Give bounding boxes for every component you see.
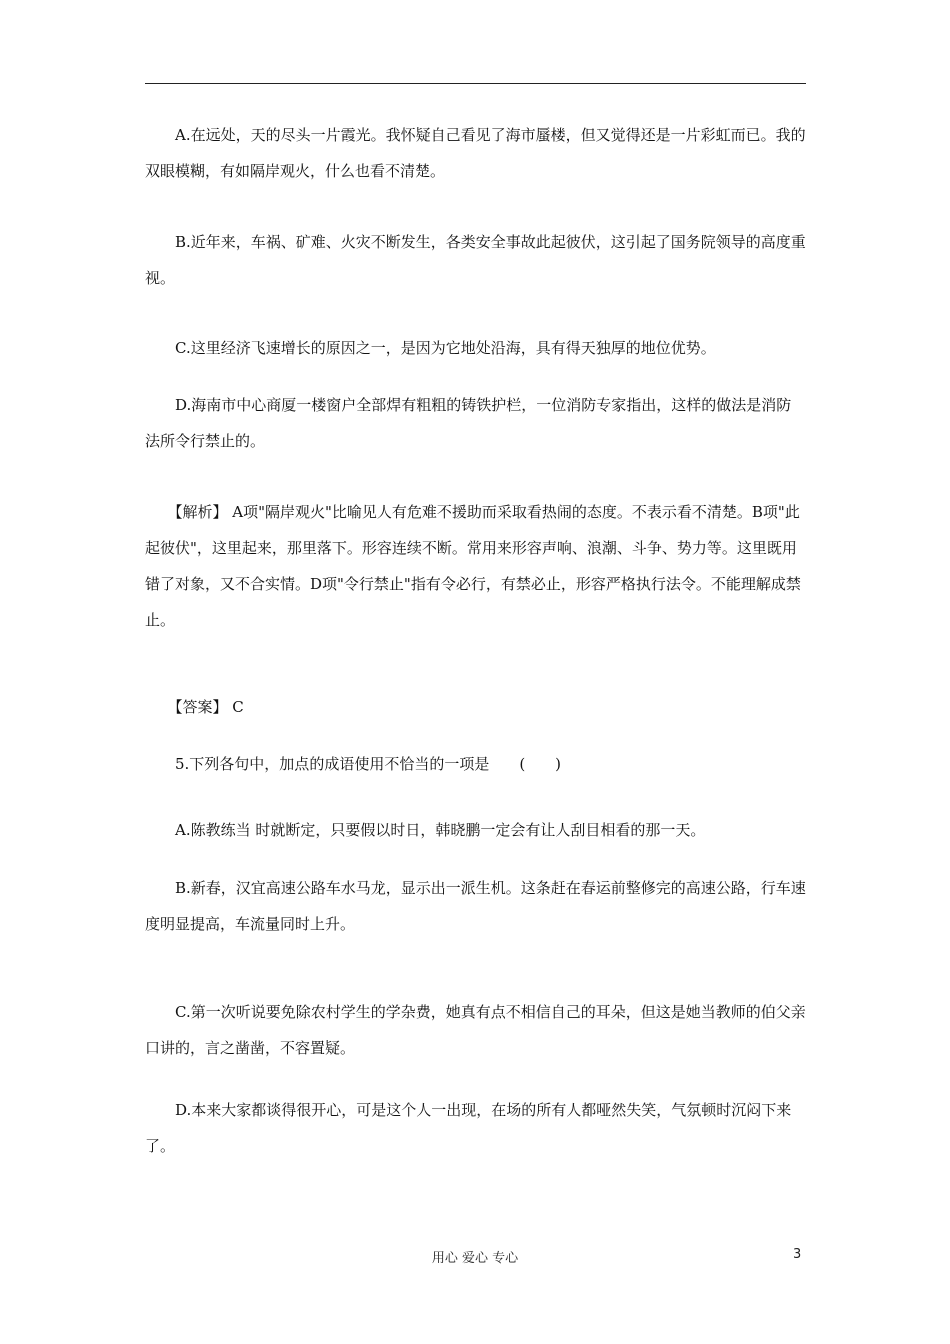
analysis-paragraph: 【解析】 A项"隔岸观火"比喻见人有危难不援助而采取看热闹的态度。不表示看不清楚。B项"此起彼伏"，这里起来，那里落下。形容连续不断。常用来形容声响、浪潮、斗争、势力等。这里既用错了对象，又不合实情。D项"令行禁止"指有令必行，有禁必止，形容严格执行法令。不能理解成禁止。 <box>145 503 801 629</box>
option-b-paragraph: B.近年来，车祸、矿难、火灾不断发生，各类安全事故此起彼伏，这引起了国务院领导的高度重视。 <box>145 233 806 287</box>
q5-option-d: D.本来大家都谈得很开心，可是这个人一出现，在场的所有人都哑然失笑，气氛顿时沉闷下来了。 <box>145 1101 792 1155</box>
option-c-paragraph: C.这里经济飞速增长的原因之一，是因为它地处沿海，具有得天独厚的地位优势。 <box>145 339 716 357</box>
option-d-paragraph: D.海南市中心商厦一楼窗户全部焊有粗粗的铸铁护栏，一位消防专家指出，这样的做法是消防法所令行禁止的。 <box>145 396 792 450</box>
footer-text: 用心 爱心 专心 <box>431 1251 519 1266</box>
q5-option-a: A.陈教练当 时就断定，只要假以时日，韩晓鹏一定会有让人刮目相看的那一天。 <box>145 821 706 839</box>
header-rule <box>145 83 806 84</box>
page-number: 3 <box>793 1247 802 1262</box>
answer-paragraph: 【答案】 C <box>145 698 244 716</box>
q5-option-c: C.第一次听说要免除农村学生的学杂费，她真有点不相信自己的耳朵，但这是她当教师的伯父亲口讲的，言之凿凿，不容置疑。 <box>145 1003 806 1057</box>
question-5-stem: 5.下列各句中，加点的成语使用不恰当的一项是 ( ) <box>145 755 562 773</box>
q5-option-b: B.新春，汉宜高速公路车水马龙，显示出一派生机。这条赶在春运前整修完的高速公路，行车速度明显提高，车流量同时上升。 <box>145 879 806 933</box>
option-a-paragraph: A.在远处，天的尽头一片霞光。我怀疑自己看见了海市蜃楼，但又觉得还是一片彩虹而已。我的双眼模糊，有如隔岸观火，什么也看不清楚。 <box>145 126 806 180</box>
